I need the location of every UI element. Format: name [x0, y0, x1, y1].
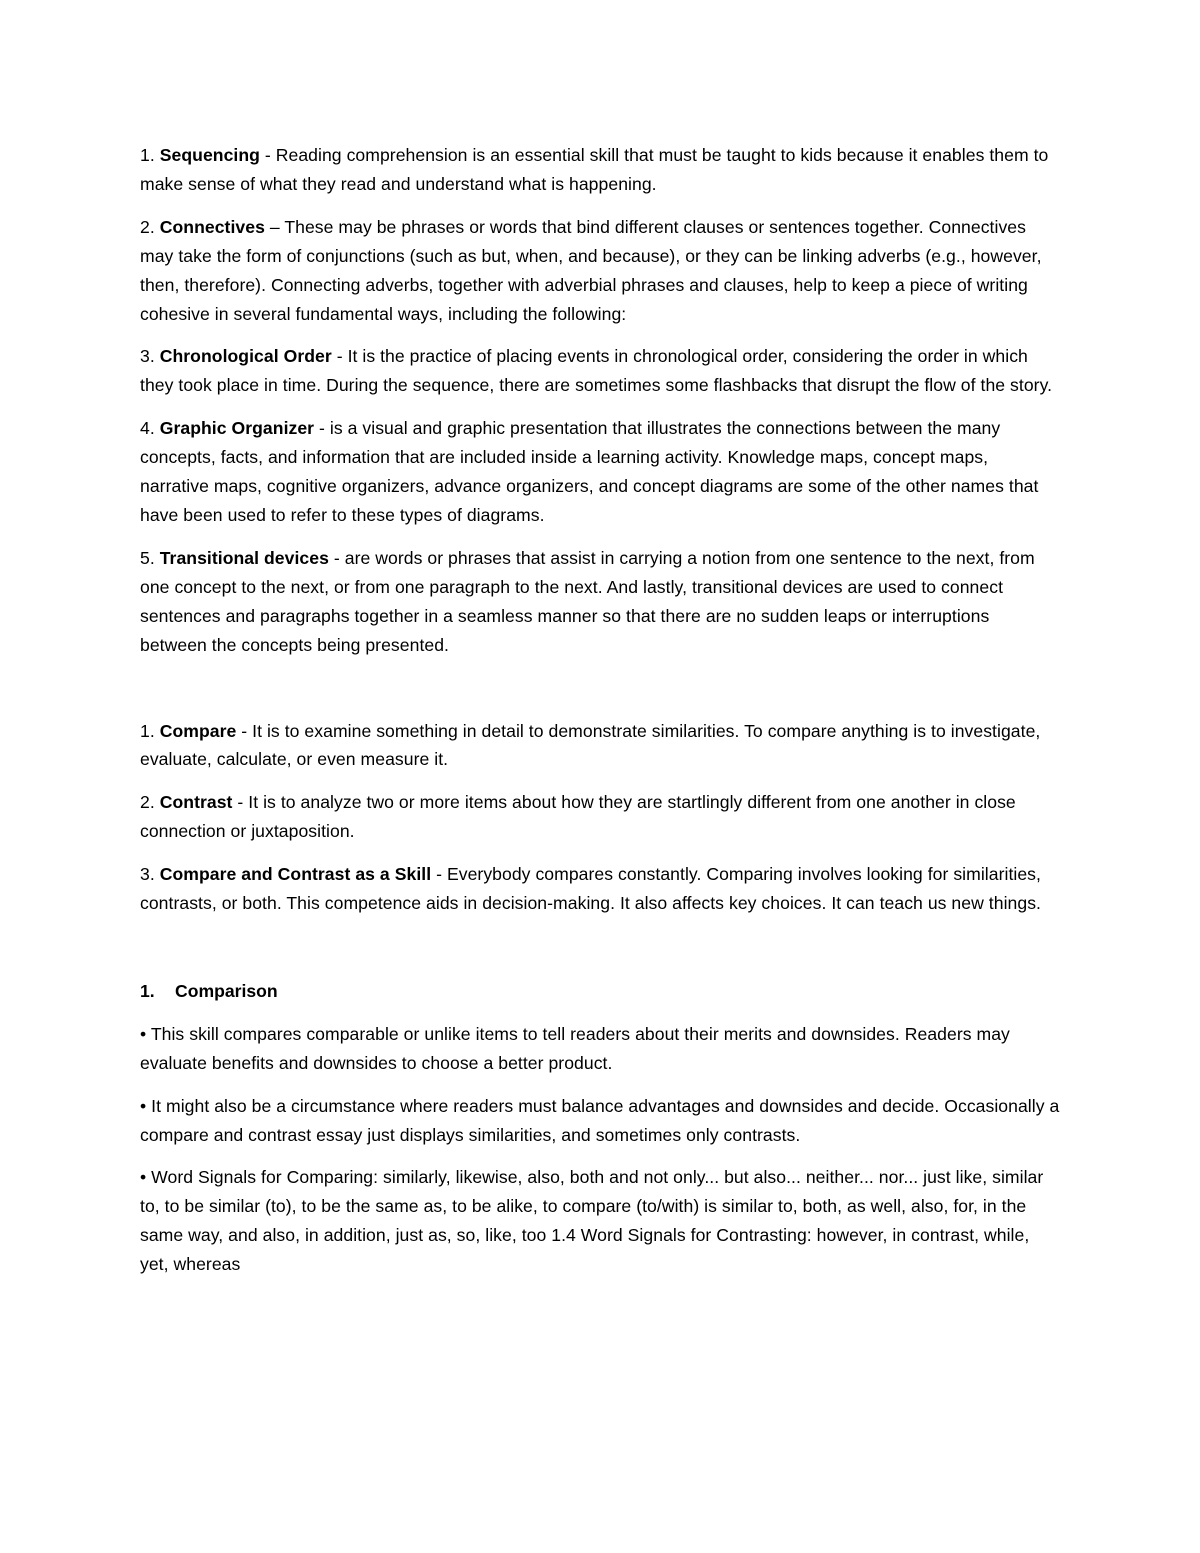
term-label: Sequencing: [159, 145, 260, 165]
term-definition: are words or phrases that assist in carrying a notion from one sentence to the next, from one concept to the next, or from one paragraph to the next. And lastly, transitional devices are used to connect sentences and paragraphs together in a seamless manner so that there are no sudden leaps or interruptions between the concepts being presented.: [140, 547, 1035, 655]
term-definition: Everybody compares constantly. Comparing involves looking for similarities, contrasts, or both. This competence aids in decision-making. It also affects key choices. It can teach us new things.: [140, 864, 1041, 914]
comparison-heading: [140, 977, 1060, 1006]
paragraph-connectives: [140, 213, 1060, 329]
term-definition: These may be phrases or words that bind different clauses or sentences together. Connectives may take the form of conjunctions (such as but, when, and because), or they can be linking adverbs (e.g., however, then, therefore). Connecting adverbs, together with adverbial phrases and clauses, help to keep a piece of writing cohesive in several fundamental ways, including the following:: [140, 216, 1042, 324]
term-separator: -: [328, 547, 345, 568]
section-spacer: [140, 674, 1060, 717]
term-definition: It is to examine something in detail to demonstrate similarities. To compare anything is to investigate, evaluate, calculate, or even measure it.: [140, 720, 1041, 770]
term-separator: -: [314, 418, 330, 439]
bullet-icon: •: [140, 1167, 147, 1188]
paragraph-graphic-organizer: [140, 414, 1060, 530]
term-separator: -: [331, 346, 348, 367]
item-number: 1.: [140, 145, 155, 165]
term-separator: -: [431, 864, 447, 885]
term-label: Connectives: [159, 216, 265, 237]
paragraph-compare: [140, 717, 1060, 775]
item-number: 3.: [140, 864, 155, 885]
item-number: 5.: [140, 547, 155, 568]
term-separator: –: [264, 216, 285, 237]
bullet-text: Word Signals for Comparing: similarly, likewise, also, both and not only... but also... neither... nor... just like, similar to, to be similar (to), to be the same as, to be alike, to compare (to/with) is similar to, both, as well, also, for, in the same way, and also, in addition, just as, so, like, too 1.4 Word Signals for Contrasting: however, in contrast, while, yet, whereas: [140, 1167, 1044, 1275]
term-separator: -: [259, 145, 276, 165]
term-definition: is a visual and graphic presentation that illustrates the connections between the many concepts, facts, and information that are included inside a learning activity. Knowledge maps, concept maps, narrative maps, cognitive organizers, advance organizers, and concept diagrams are some of the other names that have been used to refer to these types of diagrams.: [140, 418, 1039, 525]
paragraph-chronological-order: [140, 342, 1060, 400]
heading-text: Comparison: [175, 980, 278, 1001]
section-compare-contrast: [140, 717, 1060, 918]
paragraph-contrast: [140, 788, 1060, 846]
item-number: 4.: [140, 418, 155, 439]
bullet-item: [140, 1163, 1060, 1279]
section-comparison: [140, 977, 1060, 1279]
term-definition: It is to analyze two or more items about how they are startlingly different from one another in close connection or juxtaposition.: [140, 792, 1016, 842]
bullet-item: [140, 1092, 1060, 1150]
bullet-item: [140, 1020, 1060, 1078]
paragraph-sequencing: [140, 141, 1060, 199]
bullet-icon: •: [140, 1023, 147, 1044]
term-definition: Reading comprehension is an essential skill that must be taught to kids because it enables them to make sense of what they read and understand what is happening.: [140, 145, 1049, 194]
item-number: 2.: [140, 792, 155, 813]
bullet-text: It might also be a circumstance where readers must balance advantages and downsides and decide. Occasionally a compare and contrast essay just displays similarities, and sometimes only contrasts.: [140, 1095, 1060, 1145]
section-reading-skills: [140, 141, 1060, 660]
term-label: Compare and Contrast as a Skill: [159, 864, 432, 885]
term-separator: -: [232, 792, 249, 813]
term-separator: -: [236, 720, 253, 741]
term-definition: It is the practice of placing events in chronological order, considering the order in which they took place in time. During the sequence, there are sometimes some flashbacks that disrupt the flow of the story.: [140, 346, 1053, 396]
term-label: Chronological Order: [159, 346, 332, 367]
item-number: 2.: [140, 216, 155, 237]
paragraph-compare-contrast-skill: [140, 860, 1060, 918]
term-label: Contrast: [159, 792, 233, 813]
term-label: Graphic Organizer: [159, 418, 315, 439]
item-number: 3.: [140, 346, 155, 367]
item-number: 1.: [140, 720, 155, 741]
term-label: Compare: [159, 720, 237, 741]
section-spacer: [140, 932, 1060, 977]
term-label: Transitional devices: [159, 547, 329, 568]
bullet-icon: •: [140, 1095, 147, 1116]
bullet-text: This skill compares comparable or unlike items to tell readers about their merits and downsides. Readers may evaluate benefits and downsides to choose a better product.: [140, 1023, 1010, 1073]
heading-number: 1.: [140, 980, 155, 1001]
paragraph-transitional-devices: [140, 544, 1060, 660]
